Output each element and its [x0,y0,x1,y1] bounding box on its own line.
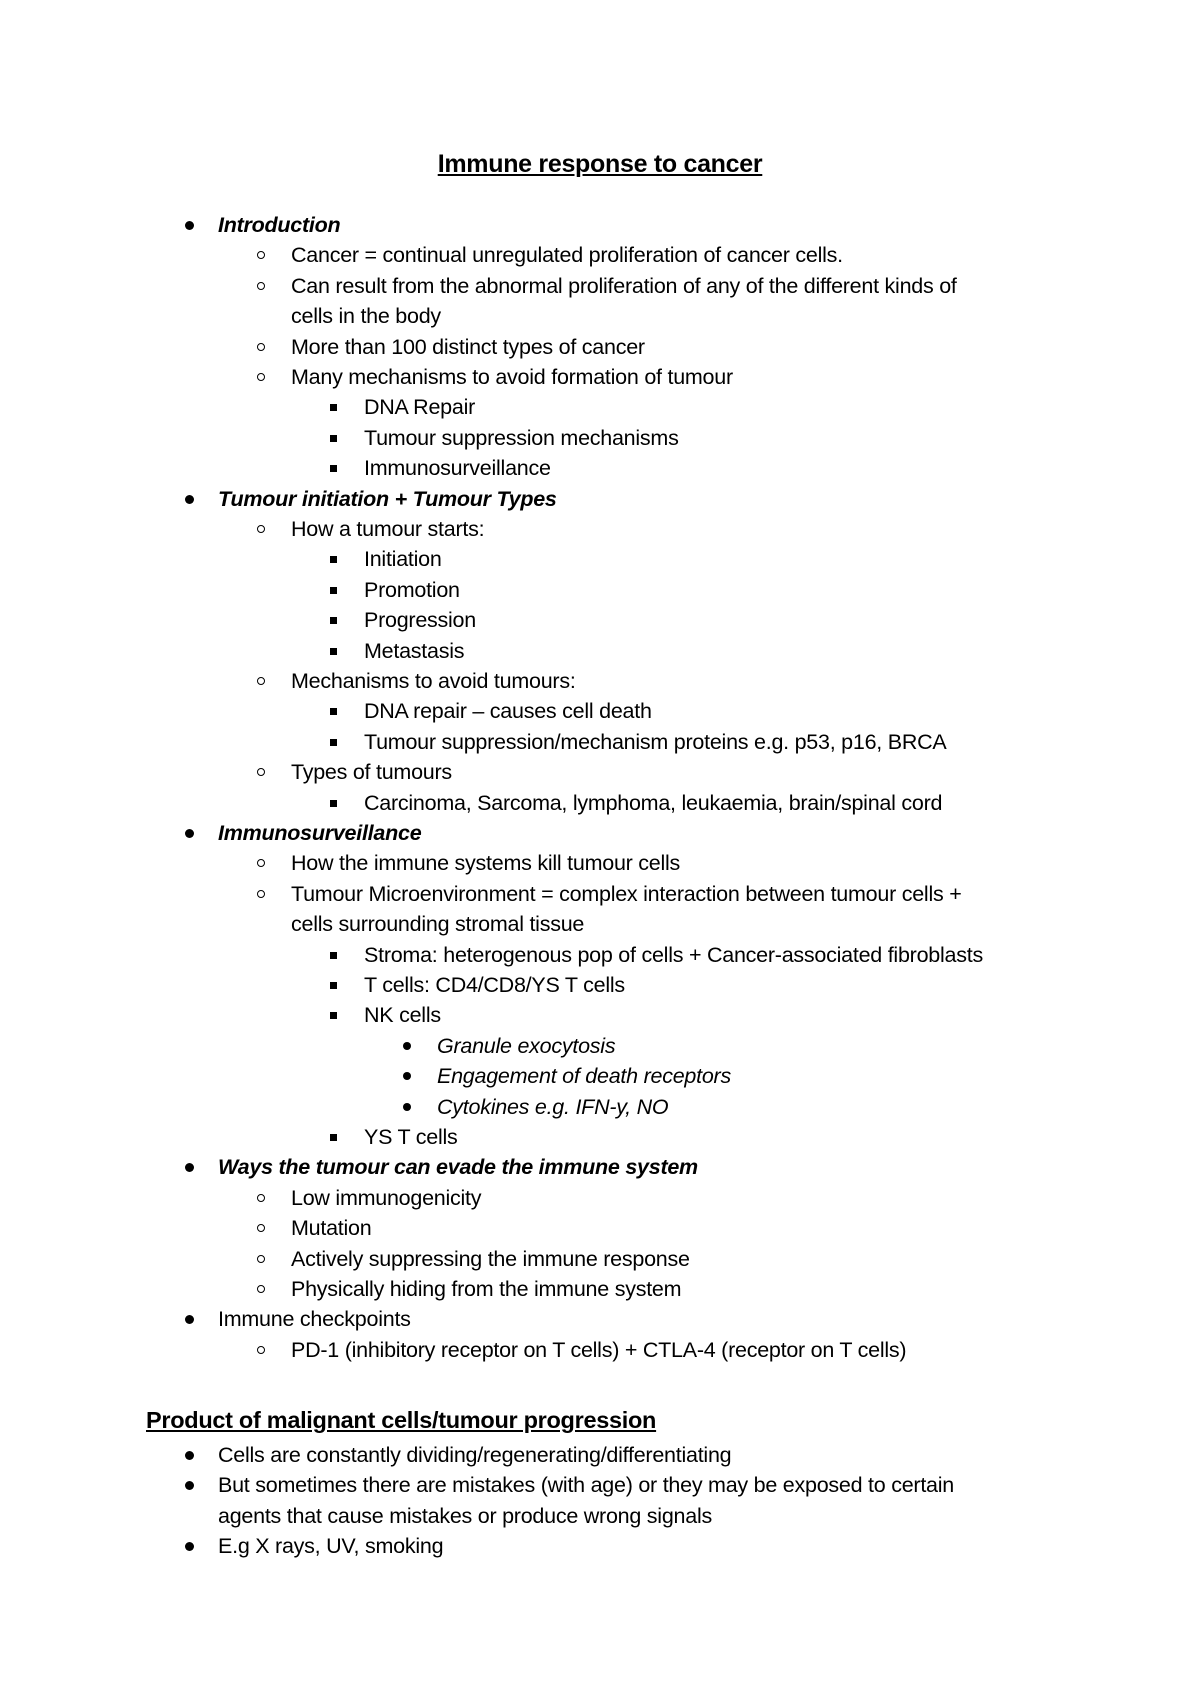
circle-bullet-icon [257,282,265,290]
list-item-text: Cancer = continual unregulated proliferation of cancer cells. [291,243,843,268]
square-bullet-icon [330,617,337,624]
dot-bullet-icon [185,1481,194,1490]
dot-bullet-icon [403,1103,411,1111]
circle-bullet-icon [257,677,265,685]
list-item-text: Initiation [364,547,442,572]
circle-bullet-icon [257,525,265,533]
dot-bullet-icon [185,829,194,838]
square-bullet-icon [330,435,337,442]
list-item-text: How a tumour starts: [291,517,485,541]
list-item-text: YS T cells [364,1125,458,1149]
list-item-text: Many mechanisms to avoid formation of tumour [291,365,733,389]
list-item-text: Promotion [364,577,460,602]
circle-bullet-icon [257,859,265,867]
square-bullet-icon [330,739,337,746]
dot-bullet-icon [185,1542,194,1551]
dot-bullet-icon [185,221,194,230]
list-item-text: But sometimes there are mistakes (with age) or they may be exposed to certain [218,1473,954,1498]
document-title: Immune response to cancer [437,150,763,178]
square-bullet-icon [330,1134,337,1141]
dot-bullet-icon [403,1042,411,1050]
square-bullet-icon [330,952,337,959]
square-bullet-icon [330,587,337,594]
square-bullet-icon [330,800,337,807]
square-bullet-icon [330,648,337,655]
list-item-text: Cytokines e.g. IFN-y, NO [437,1094,669,1119]
list-item-text: Carcinoma, Sarcoma, lymphoma, leukaemia, brain/spinal cord [364,790,943,815]
dot-bullet-icon [185,495,194,504]
list-item-text: agents that cause mistakes or produce wrong signals [218,1503,712,1528]
list-item-text: How the immune systems kill tumour cells [291,851,681,876]
dot-bullet-icon [403,1072,411,1080]
list-item-text: Mechanisms to avoid tumours: [291,669,576,693]
list-item-text: Introduction [218,213,341,237]
square-bullet-icon [330,708,337,715]
square-bullet-icon [330,556,337,563]
list-item-text: DNA repair – causes cell death [364,699,652,724]
list-item-text: T cells: CD4/CD8/YS T cells [364,973,625,997]
list-item-text: Cells are constantly dividing/regenerating/differentiating [218,1443,732,1467]
list-item-text: E.g X rays, UV, smoking [218,1534,444,1559]
list-item-text: Types of tumours [291,760,452,785]
list-item-text: Mutation [291,1216,372,1241]
list-item-text: cells surrounding stromal tissue [291,912,585,937]
list-item-text: Tumour Microenvironment = complex interaction between tumour cells + [291,881,962,906]
dot-bullet-icon [185,1315,194,1324]
list-item-text: Low immunogenicity [291,1185,482,1210]
circle-bullet-icon [257,1255,265,1263]
list-item-text: Actively suppressing the immune response [291,1246,690,1271]
list-item-text: Immune checkpoints [218,1307,411,1332]
circle-bullet-icon [257,890,265,898]
circle-bullet-icon [257,343,265,351]
square-bullet-icon [330,404,337,411]
list-item-text: NK cells [364,1003,441,1028]
list-item-text: Can result from the abnormal proliferation of any of the different kinds of [291,273,957,298]
circle-bullet-icon [257,1285,265,1293]
list-item-text: Ways the tumour can evade the immune system [218,1155,698,1180]
list-item-text: PD-1 (inhibitory receptor on T cells) + CTLA-4 (receptor on T cells) [291,1337,907,1362]
square-bullet-icon [330,465,337,472]
dot-bullet-icon [185,1163,194,1172]
circle-bullet-icon [257,1194,265,1202]
dot-bullet-icon [185,1451,194,1460]
list-item-text: Immunosurveillance [218,821,422,845]
list-item-text: Stroma: heterogenous pop of cells + Cancer-associated fibroblasts [364,942,983,967]
square-bullet-icon [330,1012,337,1019]
circle-bullet-icon [257,373,265,381]
list-item-text: Tumour suppression mechanisms [364,425,679,450]
list-item-text: DNA Repair [364,395,476,420]
list-item-text: Immunosurveillance [364,456,551,481]
circle-bullet-icon [257,768,265,776]
circle-bullet-icon [257,1346,265,1354]
list-item-text: Granule exocytosis [437,1033,616,1058]
list-item-text: Metastasis [364,638,465,663]
list-item-text: Tumour suppression/mechanism proteins e.g. p53, p16, BRCA [364,729,947,754]
section-title: Product of malignant cells/tumour progression [146,1407,657,1433]
list-item-text: cells in the body [291,304,441,329]
list-item-text: Tumour initiation + Tumour Types [218,486,557,511]
list-item-text: Progression [364,608,476,633]
circle-bullet-icon [257,251,265,259]
list-item-text: Engagement of death receptors [437,1064,731,1089]
square-bullet-icon [330,982,337,989]
circle-bullet-icon [257,1224,265,1232]
list-item-text: More than 100 distinct types of cancer [291,334,645,359]
list-item-text: Physically hiding from the immune system [291,1277,682,1301]
